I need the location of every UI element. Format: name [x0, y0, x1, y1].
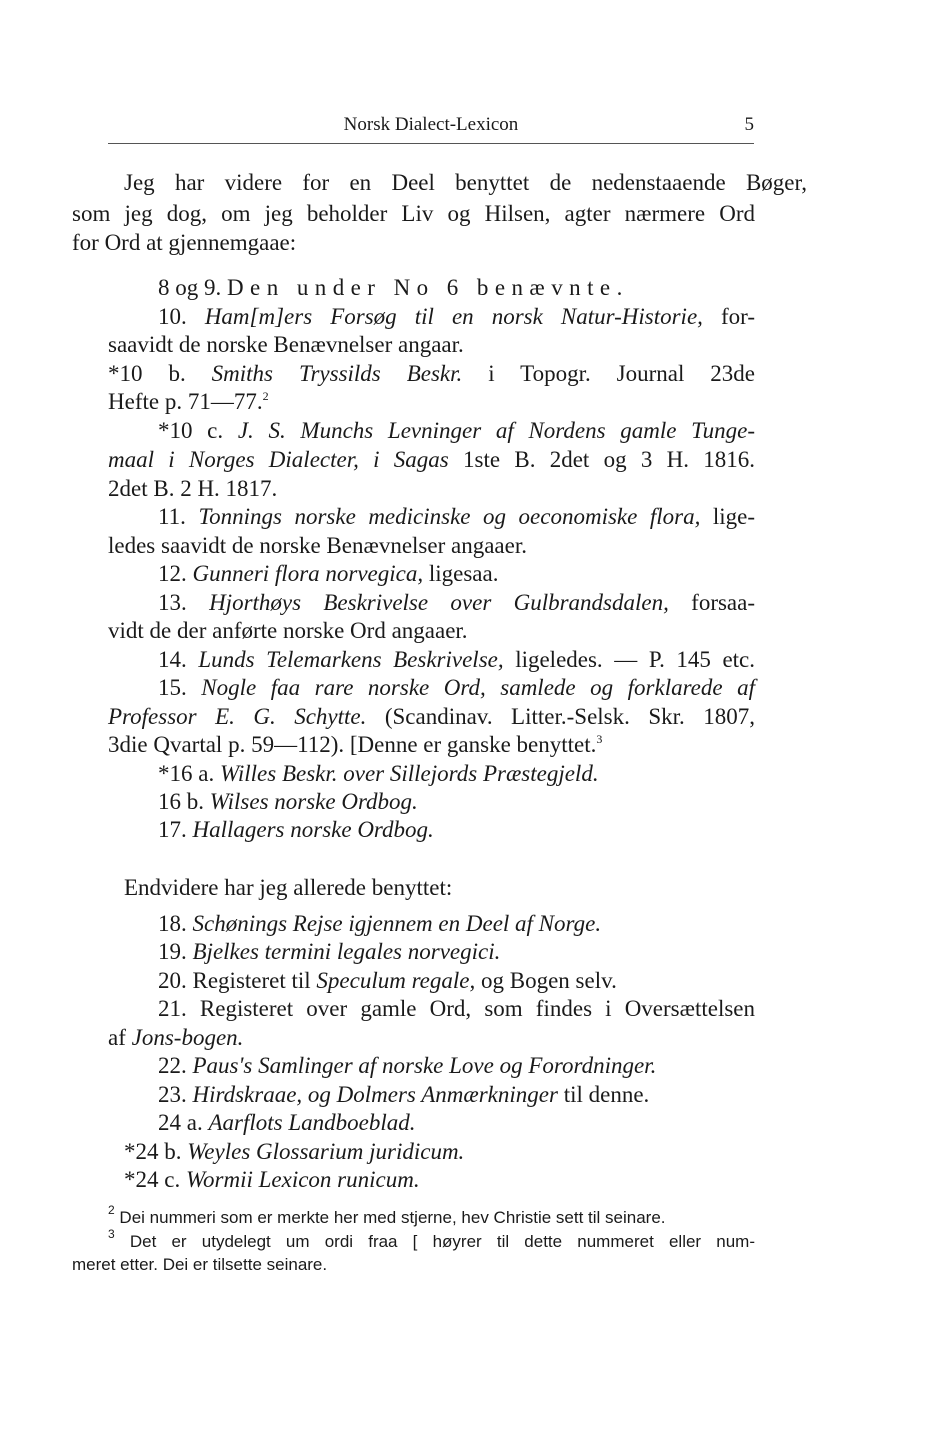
entry-10c-continuation — [108, 445, 755, 475]
section-intro: Endvidere har jeg allerede benyttet: — [124, 875, 453, 900]
entry-title: Gunneri flora norvegica, — [192, 561, 424, 586]
entry-11 — [158, 502, 755, 532]
entry-rest: og Bogen selv. — [481, 968, 617, 993]
entry-rest: forsaa- — [691, 590, 756, 615]
entry-15-continuation — [108, 702, 755, 732]
entry-13 — [158, 588, 755, 618]
entry-10c — [158, 416, 755, 446]
entry-10b — [108, 359, 755, 389]
entry-number: *24 c. — [124, 1167, 181, 1192]
entry-number: 23. — [158, 1082, 187, 1107]
footnote-text: Dei nummeri som er merkte her med stjerne, hev Christie sett til seinare. — [119, 1208, 666, 1227]
entry-title: Smiths Tryssilds Beskr. — [211, 361, 463, 386]
entry-12 — [158, 559, 498, 589]
entry-title: Paus's Samlinger af norske Love og Forordninger. — [192, 1053, 657, 1078]
entry-title: Aarflots Landboeblad. — [208, 1110, 416, 1135]
entry-15-continuation — [108, 730, 602, 760]
entry-number: *10 b. — [108, 361, 186, 386]
entry-number: 16 b. — [158, 789, 204, 814]
entry-title-continuation: maal i Norges Dialecter, i Sagas — [108, 447, 449, 472]
entry-text: Registeret over gamle Ord, som findes i Oversættelsen — [199, 996, 756, 1021]
footnote-mark: 3 — [108, 1227, 115, 1241]
running-head — [108, 112, 754, 138]
entry-8 — [158, 273, 629, 303]
entry-pre: af — [108, 1025, 126, 1050]
entry-number: *10 c. — [158, 418, 224, 443]
entry-21-continuation — [108, 1023, 243, 1053]
entry-number: 17. — [158, 817, 187, 842]
entry-title: Hjorthøys Beskrivelse over Gulbrandsdalen, — [209, 590, 669, 615]
entry-rest: 1ste B. 2det og 3 H. 1816. — [463, 447, 756, 472]
entry-title: Ham[m]ers Forsøg til en norsk Natur-Historie, — [204, 304, 703, 329]
entry-number: 8 og 9. — [158, 275, 222, 300]
intro-line: for Ord at gjennemgaae: — [72, 230, 297, 255]
entry-title: Wilses norske Ordbog. — [209, 789, 418, 814]
entry-17 — [158, 815, 434, 845]
entry-continuation-text: 3die Qvartal p. 59—112). [Denne er ganske benyttet. — [108, 732, 597, 757]
entry-rest: (Scandinav. Litter.-Selsk. Skr. 1807, — [384, 704, 755, 729]
intro-line: Jeg har videre for en Deel benyttet de nedenstaaende Bøger, — [124, 170, 807, 195]
entry-rest: ligeledes. — P. 145 etc. — [515, 647, 756, 672]
entry-title: Hirdskraae, og Dolmers Anmærkninger — [192, 1082, 558, 1107]
entry-23 — [158, 1080, 649, 1110]
footnote-2 — [108, 1203, 666, 1230]
entry-15 — [158, 673, 755, 703]
footnote-text: Det er utydelegt um ordi fraa [ høyrer til dette nummeret eller num- — [129, 1232, 755, 1251]
entry-rest: i Topogr. Journal 23de — [488, 361, 756, 386]
entry-title: J. S. Munchs Levninger af Nordens gamle Tunge- — [237, 418, 756, 443]
entry-number: 12. — [158, 561, 187, 586]
entry-10-continuation: saavidt de norske Benævnelser angaar. — [108, 332, 464, 357]
entry-rest: ligesaa. — [428, 561, 499, 586]
footnote-ref: 2 — [262, 389, 269, 403]
footnote-mark: 2 — [108, 1203, 115, 1217]
entry-rest: for- — [720, 304, 755, 329]
entry-13-continuation: vidt de der anførte norske Ord angaaer. — [108, 618, 468, 643]
entry-number: 20. — [158, 968, 187, 993]
intro-line: som jeg dog, om jeg beholder Liv og Hilsen, agter nærmere Ord — [72, 201, 755, 226]
entry-title: Weyles Glossarium juridicum. — [187, 1139, 465, 1164]
entry-number: 10. — [158, 304, 187, 329]
entry-number: *16 a. — [158, 761, 215, 786]
entry-24a — [158, 1108, 415, 1138]
entry-number: 13. — [158, 590, 187, 615]
entry-number: 22. — [158, 1053, 187, 1078]
entry-16b — [158, 787, 418, 817]
entry-number: 19. — [158, 939, 187, 964]
entry-title: Willes Beskr. over Sillejords Præstegjeld. — [219, 761, 599, 786]
running-title: Norsk Dialect-Lexicon — [343, 114, 519, 135]
footnote-ref: 3 — [596, 732, 603, 746]
entry-number: 15. — [158, 675, 187, 700]
entry-rest: lige- — [712, 504, 756, 529]
page-number: 5 — [744, 114, 754, 135]
entry-24c — [124, 1165, 420, 1195]
entry-rest: til denne. — [563, 1082, 650, 1107]
entry-16a — [158, 759, 599, 789]
entry-20 — [158, 966, 617, 996]
entry-text: Den under No 6 benævnte. — [227, 275, 629, 300]
entry-title: Bjelkes termini legales norvegici. — [192, 939, 501, 964]
entry-title: Lunds Telemarkens Beskrivelse, — [198, 647, 504, 672]
entry-number: 18. — [158, 911, 187, 936]
footnote-3-continuation: meret etter. Dei er tilsette seinare. — [72, 1255, 328, 1274]
entry-number: 24 a. — [158, 1110, 203, 1135]
entry-11-continuation: ledes saavidt de norske Benævnelser angaaer. — [108, 533, 527, 558]
entry-19 — [158, 937, 500, 967]
entry-number: 11. — [158, 504, 186, 529]
entry-18 — [158, 909, 601, 939]
entry-title: Hallagers norske Ordbog. — [192, 817, 434, 842]
entry-14 — [158, 645, 755, 675]
entry-24b — [124, 1137, 464, 1167]
entry-title: Speculum regale, — [316, 968, 476, 993]
entry-title: Jons-bogen. — [131, 1025, 244, 1050]
entry-pre: Registeret til — [192, 968, 311, 993]
entry-21 — [158, 994, 755, 1024]
entry-number: *24 b. — [124, 1139, 182, 1164]
entry-continuation-text: Hefte p. 71—77. — [108, 389, 263, 414]
entry-10 — [158, 302, 755, 332]
footnote-3 — [108, 1227, 755, 1254]
entry-title: Wormii Lexicon runicum. — [185, 1167, 420, 1192]
entry-title: Schønings Rejse igjennem en Deel af Norge. — [192, 911, 602, 936]
entry-number: 21. — [158, 996, 187, 1021]
entry-10b-continuation — [108, 387, 269, 417]
entry-22 — [158, 1051, 656, 1081]
entry-10c-continuation: 2det B. 2 H. 1817. — [108, 476, 278, 501]
entry-title: Nogle faa rare norske Ord, samlede og forklarede af — [201, 675, 756, 700]
entry-number: 14. — [158, 647, 187, 672]
entry-title: Tonnings norske medicinske og oeconomiske flora, — [198, 504, 701, 529]
entry-title-continuation: Professor E. G. Schytte. — [108, 704, 367, 729]
header-rule — [108, 143, 754, 144]
